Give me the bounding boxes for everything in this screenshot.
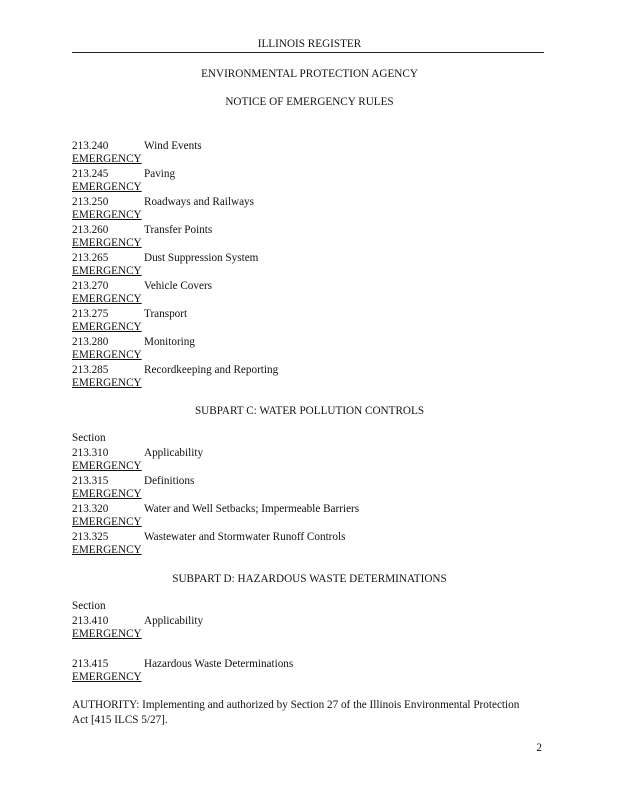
emergency-label: EMERGENCY (72, 516, 142, 528)
section-title: Vehicle Covers (144, 280, 213, 292)
emergency-label: EMERGENCY (72, 209, 142, 221)
section-title: Applicability (144, 447, 204, 459)
section-title: Wastewater and Stormwater Runoff Controls (144, 531, 346, 543)
section-title: Definitions (144, 475, 195, 487)
section-title: Water and Well Setbacks; Impermeable Barriers (144, 503, 360, 515)
section-title: Monitoring (144, 336, 195, 348)
section-title: Transfer Points (144, 224, 213, 236)
emergency-label: EMERGENCY (72, 349, 142, 361)
section-number: 213.250 (72, 196, 109, 208)
emergency-label: EMERGENCY (72, 181, 142, 193)
section-title: Wind Events (144, 140, 202, 152)
subpart-d-heading: SUBPART D: HAZARDOUS WASTE DETERMINATIONS (172, 573, 447, 585)
page-number: 2 (536, 742, 542, 754)
emergency-label: EMERGENCY (72, 544, 142, 556)
section-number: 213.315 (72, 475, 109, 487)
section-number: 213.240 (72, 140, 109, 152)
section-number: 213.265 (72, 252, 109, 264)
notice-title: NOTICE OF EMERGENCY RULES (225, 96, 394, 108)
section-number: 213.325 (72, 531, 109, 543)
section-number: 213.285 (72, 364, 109, 376)
section-title: Roadways and Railways (144, 196, 254, 208)
agency-title: ENVIRONMENTAL PROTECTION AGENCY (201, 68, 418, 80)
section-title: Dust Suppression System (144, 252, 259, 264)
emergency-label: EMERGENCY (72, 488, 142, 500)
section-number: 213.260 (72, 224, 109, 236)
register-title: ILLINOIS REGISTER (257, 38, 362, 50)
emergency-label: EMERGENCY (72, 293, 142, 305)
section-number: 213.275 (72, 308, 109, 320)
section-number: 213.245 (72, 168, 109, 180)
section-title: Applicability (144, 615, 204, 627)
emergency-label: EMERGENCY (72, 265, 142, 277)
emergency-label: EMERGENCY (72, 671, 142, 683)
emergency-label: EMERGENCY (72, 321, 142, 333)
section-number: 213.270 (72, 280, 109, 292)
emergency-label: EMERGENCY (72, 377, 142, 389)
section-title: Recordkeeping and Reporting (144, 364, 279, 376)
emergency-label: EMERGENCY (72, 153, 142, 165)
header-rule (72, 52, 544, 53)
section-title: Hazardous Waste Determinations (144, 658, 294, 670)
section-number: 213.280 (72, 336, 109, 348)
section-label: Section (72, 600, 106, 612)
section-number: 213.320 (72, 503, 109, 515)
section-title: Transport (144, 308, 188, 320)
section-number: 213.415 (72, 658, 109, 670)
authority-paragraph: AUTHORITY: Implementing and authorized by Section 27 of the Illinois Environmental Protection Act [415 ILCS 5/27]. (72, 699, 520, 726)
section-number: 213.310 (72, 447, 109, 459)
emergency-label: EMERGENCY (72, 237, 142, 249)
section-label: Section (72, 432, 106, 444)
section-title: Paving (144, 168, 176, 180)
section-number: 213.410 (72, 615, 109, 627)
emergency-label: EMERGENCY (72, 628, 142, 640)
subpart-c-heading: SUBPART C: WATER POLLUTION CONTROLS (194, 405, 425, 417)
emergency-label: EMERGENCY (72, 460, 142, 472)
